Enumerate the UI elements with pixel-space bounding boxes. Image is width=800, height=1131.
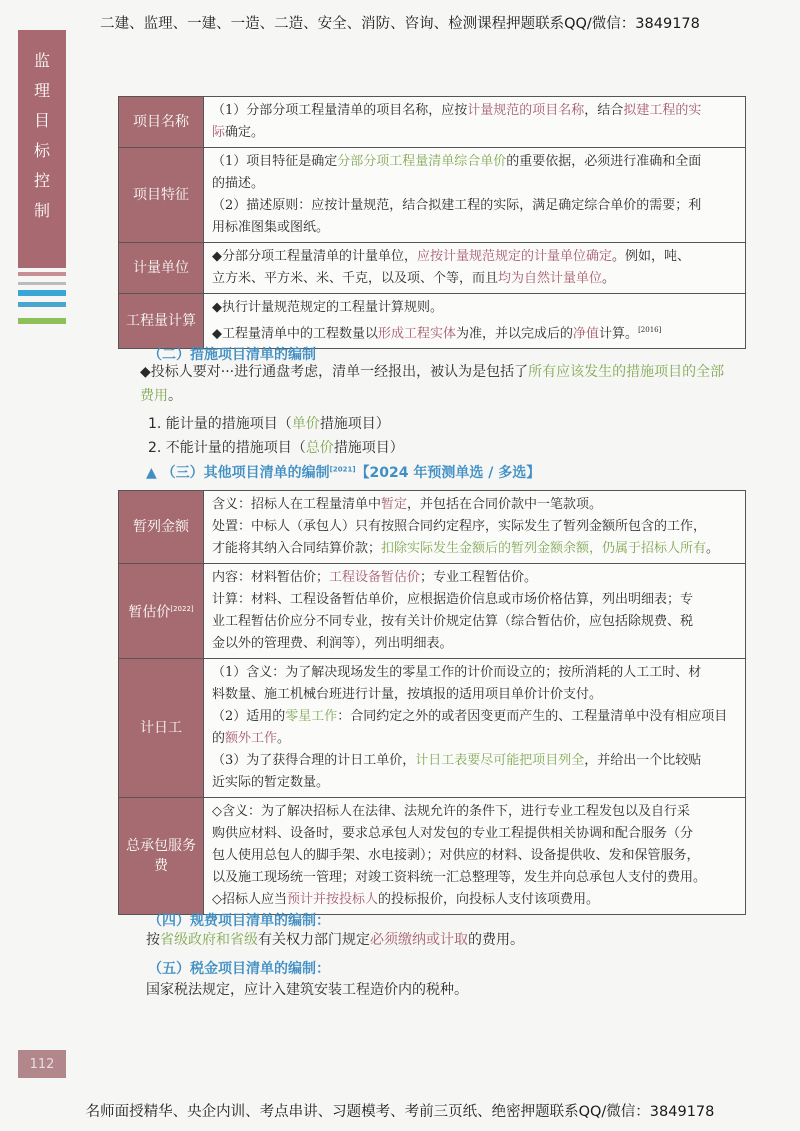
content-line [212,173,739,195]
text-run: 才能将其纳入合同结算价款； [212,541,382,556]
text-run: 有关权力部门规定 [258,932,370,948]
content-line [212,567,739,589]
text-run: ◆投标人要对···进行通盘考虑，清单一经报出，被认为是包括了 [140,364,529,380]
text-run: 1. 能计量的措施项目（ [148,416,292,432]
highlight-text: 额外工作 [225,731,278,746]
content-line [212,195,739,217]
table-row [119,564,746,659]
text-run: 以及施工现场统一管理；对竣工资料统一汇总整理等，发生并向总承包人支付的费用。 [212,870,707,885]
table-body [119,491,746,915]
highlight-text: 计日工表要尽可能把项目列全 [415,753,585,768]
text-run: 包人使用总包人的脚手架、水电接剥）；对供应的材料、设备提供收、发和保管服务， [212,848,700,863]
row-header-label: 暂估价 [128,604,171,621]
table-row [119,659,746,798]
content-line [212,633,739,655]
row-header [119,491,204,564]
content-line [212,867,739,889]
decor-stripe [18,302,66,307]
paragraph [140,384,182,408]
text-run: 。例如，吨、 [612,249,691,264]
section-title: （二）措施项目清单的编制 [148,347,316,363]
highlight-text: 均为自然计量单位 [498,271,603,286]
text-run: 国家税法规定，应计入建筑安装工程造价内的税种。 [146,982,468,998]
row-header-label: 项目名称 [133,114,189,130]
highlight-text: 省级政府和省级 [160,932,258,948]
content-line [212,750,739,772]
page-number: 112 [18,1050,66,1078]
side-tab-char: 制 [33,201,50,220]
content-line [212,662,739,684]
row-content [204,798,746,915]
row-header-label: 项目特征 [133,187,189,203]
text-run: ：合同约定之外的或者因变更而产生的、工程量清单中没有相应项目 [337,709,728,724]
content-line [212,217,739,239]
top-banner: 二建、监理、一建、一造、二造、安全、消防、咨询、检测课程押题联系QQ/微信：3849178 [100,16,700,32]
side-tab-char: 理 [33,81,50,100]
highlight-text: 际 [212,125,226,140]
section-title [146,462,540,482]
row-header [119,243,204,294]
paragraph [140,360,760,384]
text-run: ，结合 [584,103,624,118]
content-line [212,823,739,845]
table-row [119,97,746,148]
row-header [119,798,204,915]
section-title: （四）规费项目清单的编制： [148,913,330,929]
text-run: （1）分部分项工程量清单的项目名称，应按 [212,103,468,118]
highlight-text: 单价 [291,416,320,432]
row-header-label: 暂列金额 [133,519,189,535]
row-header-label: 总承包服务费 [126,838,196,874]
section-title: （五）税金项目清单的编制： [148,961,330,977]
text-run: 立方米、平方米、米、千克，以及项、个等，而且 [212,271,499,286]
text-run: 料数量、施工机械台班进行计量，按填报的适用项目单价计价支付。 [212,687,603,702]
text-run: （2）描述原则：应按计量规范，结合拟建工程的实际，满足确定综合单价的需要；利 [212,198,702,213]
text-run: ；专业工程暂估价。 [420,570,538,585]
content-line [212,494,739,516]
highlight-text: 费用 [140,388,168,404]
row-header-label: 工程量计算 [126,313,196,330]
highlight-text: 工程设备暂估价 [329,570,421,585]
decor-stripe [18,318,66,324]
row-content [204,564,746,659]
content-line [212,706,739,728]
other-items-table [118,490,746,915]
highlight-text: 必须缴纳或计取 [370,932,468,948]
row-content [204,97,746,148]
list-item [148,412,390,436]
content-line [212,772,739,794]
text-run: 。 [602,271,616,286]
content-line [212,728,739,750]
text-run: ◇含义：为了解决招标人在法律、法规允许的条件下，进行专业工程发包以及自行采 [212,804,690,819]
text-run: 计算：材料、工程设备暂估单价，应根据造价信息或市场价格估算，列出明细表；专 [212,592,694,607]
year-tag: [2021] [329,465,356,474]
decor-stripe [18,290,66,296]
section-title-text: （三）其他项目清单的编制 [161,465,330,481]
content-line [212,268,739,290]
list-item [148,436,404,460]
text-run: ◇招标人应当 [212,892,287,907]
text-run: 含义：招标人在工程量清单中 [212,497,382,512]
decor-stripe [18,282,66,285]
highlight-text: 预计并按投标人 [287,892,379,907]
text-run: 的费用。 [468,932,524,948]
text-run: ，并给出一个比较贴 [584,753,702,768]
side-tab [18,30,66,268]
content-line [212,516,739,538]
text-run: 计算。 [599,326,639,342]
text-run: 内容：材料暂估价； [212,570,330,585]
text-run: 的重要依据，必须进行准确和全面 [506,154,702,169]
text-run: （2）适用的 [212,709,286,724]
side-tab-char: 监 [33,51,50,70]
highlight-text: 总价 [305,440,334,456]
content-line [212,122,739,144]
highlight-text: 暂定 [381,497,408,512]
forecast-tag: 【2024 年预测单选 / 多选】 [355,465,541,481]
text-run: 。 [168,388,182,404]
row-content [204,491,746,564]
text-run: 确定。 [225,125,265,140]
highlight-text: 形成工程实体 [378,326,457,342]
row-content [204,148,746,243]
bill-of-quantities-table [118,96,746,349]
text-run: 近实际的暂定数量。 [212,775,330,790]
highlight-text: 拟建工程的实 [623,103,702,118]
content-line [212,889,739,911]
content-line [212,151,739,173]
text-run: 措施项目） [319,416,390,432]
row-header [119,659,204,798]
side-tab-char: 标 [33,141,50,160]
text-run: 的 [212,731,226,746]
text-run: 。 [706,541,720,556]
text-run: 的描述。 [212,176,265,191]
content-line [212,845,739,867]
text-run: 业工程暂估价应分不同专业，按有关计价规定估算（综合暂估价，应包括除规费、税 [212,614,694,629]
highlight-text: 应按计量规范规定的计量单位确定 [417,249,613,264]
table-row [119,491,746,564]
bottom-banner: 名师面授精华、央企内训、考点串讲、习题模考、考前三页纸、绝密押题联系QQ/微信：3849178 [85,1104,715,1120]
table-row [119,798,746,915]
content-line [212,538,739,560]
text-run: （1）含义：为了解决现场发生的零星工作的计价而设立的；按所消耗的人工工时、材 [212,665,702,680]
year-tag: [2022] [170,605,194,614]
text-run: ◆工程量清单中的工程数量以 [212,326,378,342]
text-run: 2. 不能计量的措施项目（ [148,440,306,456]
content-line [212,100,739,122]
content-line [212,611,739,633]
highlight-text: 分部分项工程量清单综合单价 [337,154,507,169]
paragraph [146,928,524,952]
row-content [204,659,746,798]
table-row [119,148,746,243]
row-header [119,564,204,659]
highlight-text: 零星工作 [285,709,338,724]
content-line [212,801,739,823]
content-line [212,684,739,706]
paragraph [146,978,468,1002]
triangle-icon: ▲ [146,465,157,481]
row-header-label: 计量单位 [133,260,189,276]
text-run: ，并包括在合同价款中一笔款项。 [407,497,603,512]
row-header-label: 计日工 [140,720,182,736]
highlight-text: 计量规范的项目名称 [467,103,585,118]
text-run: 为准，并以完成后的 [456,326,574,342]
text-run: 按 [146,932,160,948]
text-run: （1）项目特征是确定 [212,154,338,169]
row-header [119,148,204,243]
content-line [212,297,739,319]
text-run: ◆执行计量规范规定的工程量计算规则。 [212,300,443,315]
row-header [119,97,204,148]
text-run: 的投标报价，向投标人支付该项费用。 [378,892,600,907]
content-line [212,589,739,611]
content-line [212,319,739,345]
highlight-text: 扣除实际发生金额后的暂列金额余额，仍属于招标人所有 [381,541,707,556]
table-row [119,294,746,349]
text-run: （3）为了获得合理的计日工单价， [212,753,416,768]
decor-stripe [18,272,66,276]
highlight-text: 所有应该发生的措施项目的全部 [528,364,725,380]
side-tab-char: 目 [33,111,50,130]
row-header [119,294,204,349]
content-line [212,246,739,268]
text-run: ◆分部分项工程量清单的计量单位， [212,249,417,264]
text-run: 措施项目） [333,440,404,456]
text-run: 购供应材料、设备时，要求总承包人对发包的专业工程提供相关协调和配合服务（分 [212,826,694,841]
text-run: 用标准图集或图纸。 [212,220,330,235]
text-run: 处置：中标人（承包人）只有按照合同约定程序，实际发生了暂列金额所包含的工作， [212,519,707,534]
table-body [119,97,746,349]
text-run: 。 [277,731,291,746]
text-run: 金以外的管理费、利润等），列出明细表。 [212,636,453,651]
table-row [119,243,746,294]
year-tag: [2016] [638,326,662,334]
highlight-text: 净值 [573,326,600,342]
row-content [204,294,746,349]
row-content [204,243,746,294]
side-tab-char: 控 [33,171,50,190]
